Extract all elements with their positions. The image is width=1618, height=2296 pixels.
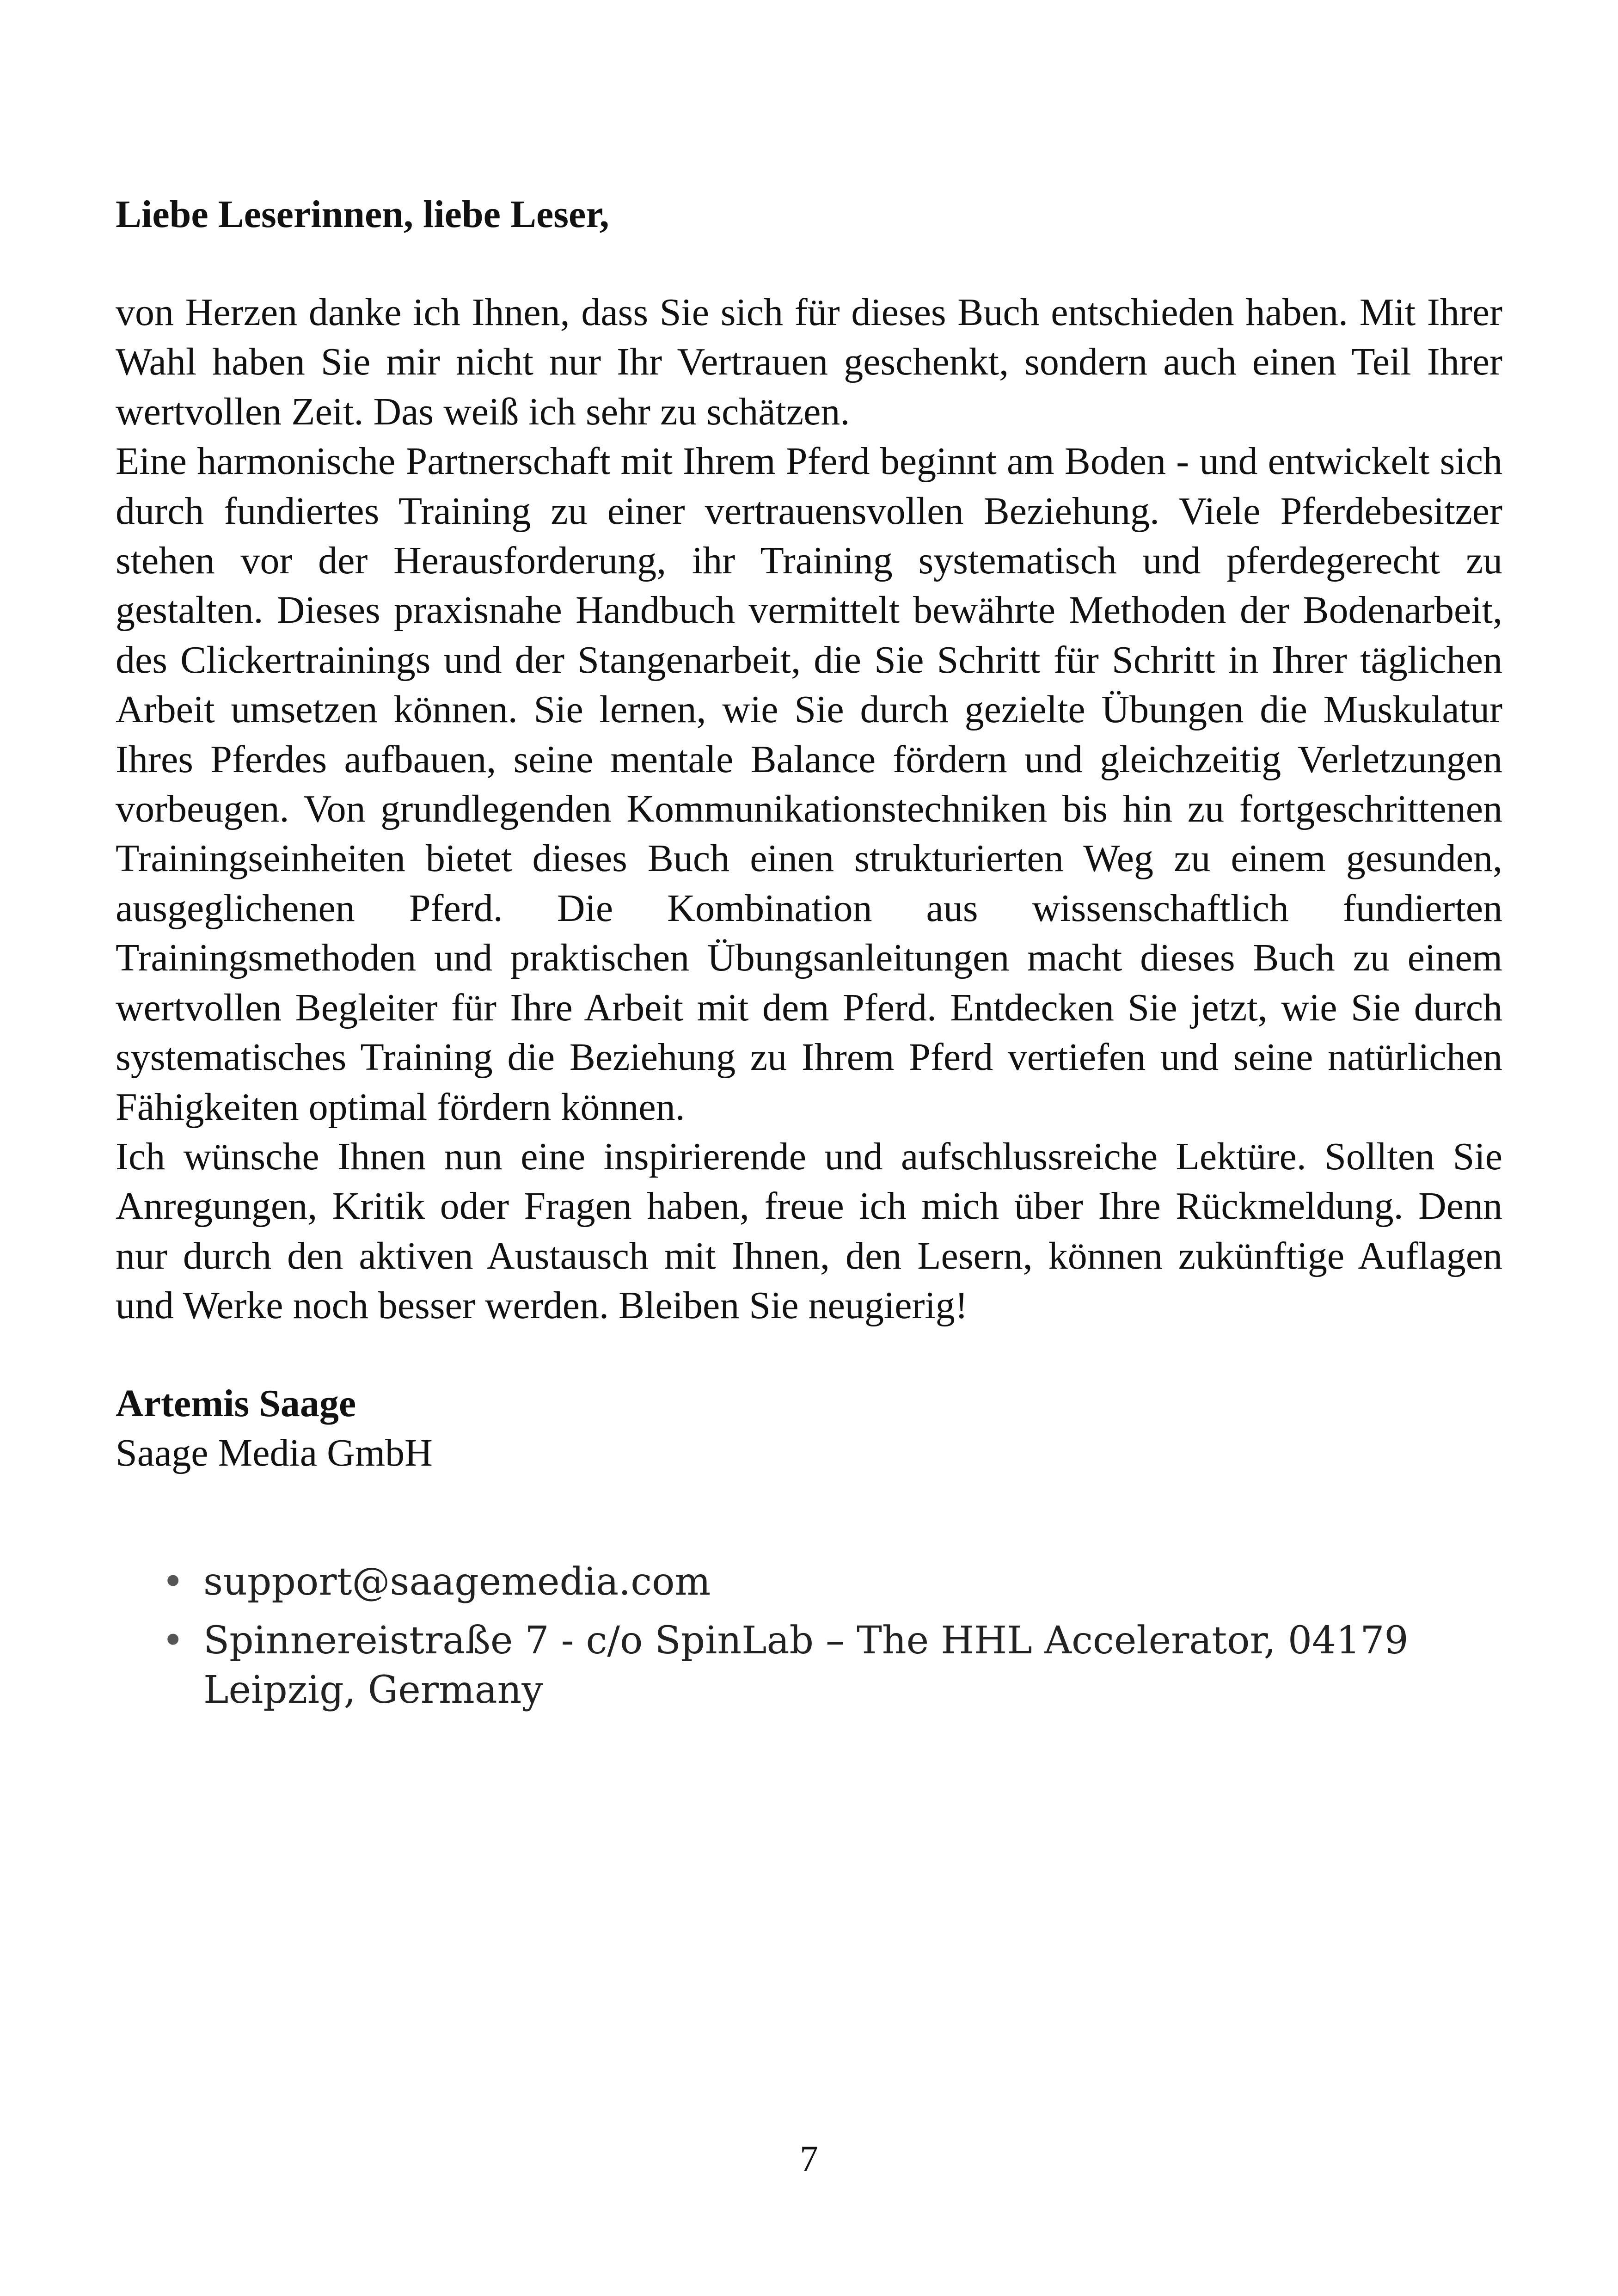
company-name: Saage Media GmbH [116, 1431, 433, 1474]
paragraph-thanks: von Herzen danke ich Ihnen, dass Sie sich für dieses Buch entschieden haben. Mit Ihrer Wahl haben Sie mir nicht nur Ihr Vertrauen geschenkt, sondern auch einen Teil Ihrer wertvollen Zeit. Das weiß ich sehr zu schätzen. [116, 291, 1502, 433]
contact-address-item [162, 1616, 1502, 1715]
paragraph-closing: Ich wünsche Ihnen nun eine inspirierende und aufschlussreiche Lektüre. Sollten Sie Anregungen, Kritik oder Fragen haben, freue ich mich über Ihre Rückmeldung. Denn nur durch den aktiven Austausch mit Ihnen, den Lesern, können zukünftige Auflagen und Werke noch besser werden. Bleiben Sie neugierig! [116, 1135, 1502, 1327]
letter-body [116, 288, 1502, 1331]
author-name: Artemis Saage [116, 1381, 356, 1425]
bullet-icon: • [162, 1618, 184, 1663]
contact-email-item [162, 1557, 1502, 1607]
page-number: 7 [800, 2139, 818, 2179]
paragraph-book-description: Eine harmonische Partnerschaft mit Ihrem Pferd beginnt am Boden - und entwickelt sich durch fundiertes Training zu einer vertrauensvollen Beziehung. Viele Pferdebesitzer stehen vor der Herausforderung, ihr Training systematisch und pferdegerecht zu gestalten. Dieses praxisnahe Handbuch vermittelt bewährte Methoden der Bodenarbeit, des Clickertrainings und der Stangenarbeit, die Sie Schritt für Schritt in Ihrer täglichen Arbeit umsetzen können. Sie lernen, wie Sie durch gezielte Übungen die Muskulatur Ihres Pferdes aufbauen, seine mentale Balance fördern und gleichzeitig Verletzungen vorbeugen. Von grundlegenden Kommunikationstechniken bis hin zu fortgeschrittenen Trainingseinheiten bietet dieses Buch einen strukturierten Weg zu einem gesunden, ausgeglichenen Pferd. Die Kombination aus wissenschaftlich fundierten Trainingsmethoden und praktischen Übungsanleitungen macht dieses Buch zu einem wertvollen Begleiter für Ihre Arbeit mit dem Pferd. Entdecken Sie jetzt, wie Sie durch systematisches Training die Beziehung zu Ihrem Pferd vertiefen und seine natürlichen Fähigkeiten optimal fördern können. [116, 440, 1502, 1129]
contact-list [116, 1557, 1502, 1715]
letter-page [116, 190, 1502, 1724]
salutation: Liebe Leserinnen, liebe Leser, [116, 193, 609, 236]
contact-email[interactable]: support@saagemedia.com [203, 1559, 711, 1604]
bullet-icon: • [162, 1559, 184, 1604]
signature-block [116, 1379, 1502, 1478]
contact-address: Spinnereistraße 7 - c/o SpinLab – The HHL Accelerator, 04179 Leipzig, Germany [203, 1618, 1409, 1712]
